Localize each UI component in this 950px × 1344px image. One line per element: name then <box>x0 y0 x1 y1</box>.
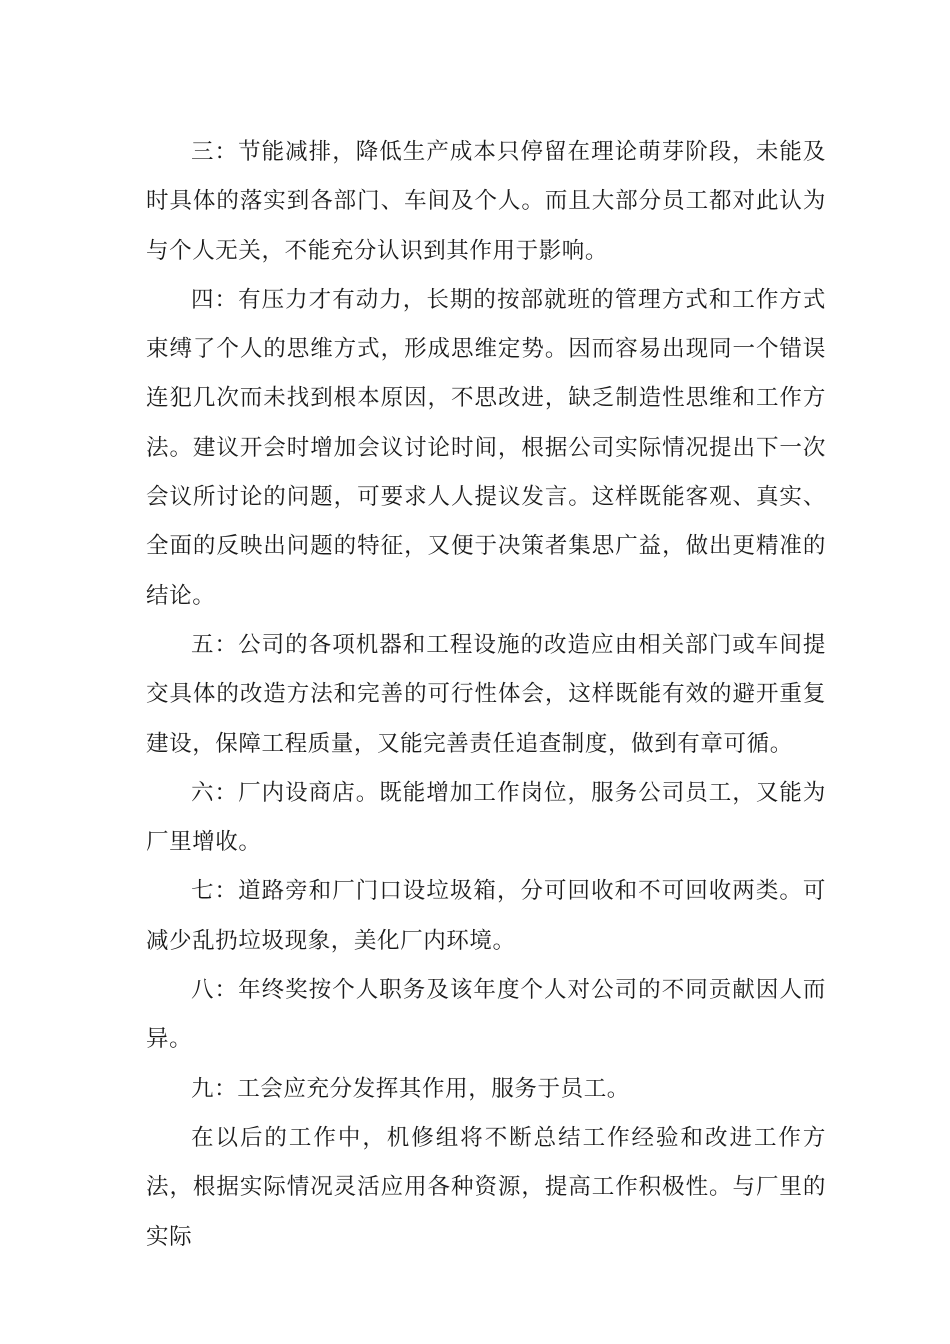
paragraph-labor-union: 九：工会应充分发挥其作用，服务于员工。 <box>191 1075 630 1102</box>
document-body <box>146 128 826 1262</box>
paragraph-future-work: 在以后的工作中，机修组将不断总结工作经验和改进工作方法，根据实际情况灵活应用各种资源，提高工作积极性。与厂里的实际 <box>146 1124 826 1250</box>
paragraph-energy-saving: 三：节能减排，降低生产成本只停留在理论萌芽阶段，未能及时具体的落实到各部门、车间及个人。而且大部分员工都对此认为与个人无关，不能充分认识到其作用于影响。 <box>146 139 826 264</box>
paragraph-factory-shop: 六：厂内设商店。既能增加工作岗位，服务公司员工，又能为厂里增收。 <box>146 779 826 856</box>
paragraph-trash-bins: 七：道路旁和厂门口设垃圾箱，分可回收和不可回收两类。可减少乱扔垃圾现象，美化厂内环境。 <box>146 878 826 954</box>
paragraph-pressure-motivation: 四：有压力才有动力，长期的按部就班的管理方式和工作方式束缚了个人的思维方式，形成思维定势。因而容易出现同一个错误连犯几次而未找到根本原因，不思改进，缺乏制造性思维和工作方法。建议开会时增加会议讨论时间，根据公司实际情况提出下一次会议所讨论的问题，可要求人人提议发言。这样既能客观、真实、全面的反映出问题的特征，又便于决策者集思广益，做出更精准的结论。 <box>146 286 826 609</box>
paragraph-year-end-bonus: 八：年终奖按个人职务及该年度个人对公司的不同贡献因人而异。 <box>146 977 826 1053</box>
paragraph-equipment-renovation: 五：公司的各项机器和工程设施的改造应由相关部门或车间提交具体的改造方法和完善的可行性体会，这样既能有效的避开重复建设，保障工程质量，又能完善责任追查制度，做到有章可循。 <box>146 631 826 757</box>
